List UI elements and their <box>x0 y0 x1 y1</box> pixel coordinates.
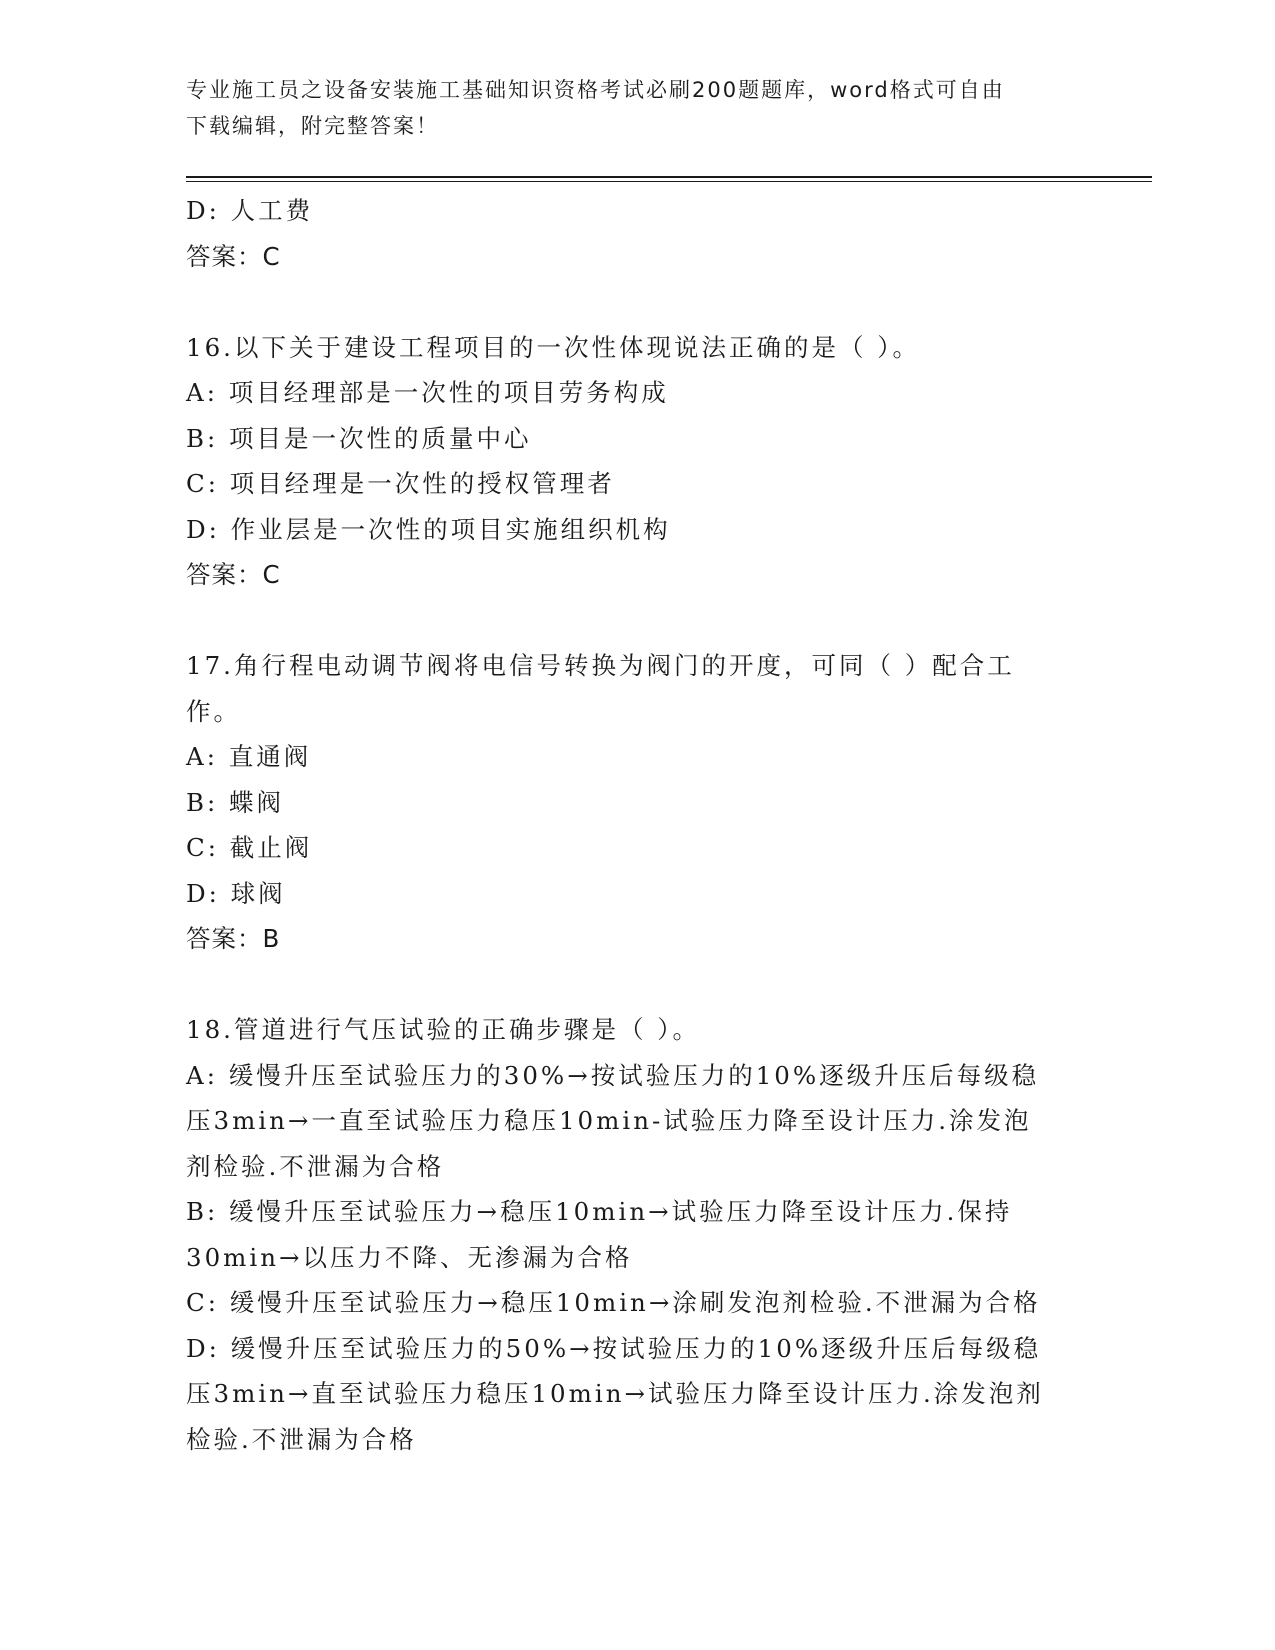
document-header <box>186 72 1066 144</box>
question-16 <box>186 325 1086 598</box>
spacer <box>186 598 1086 644</box>
header-line-2: 下载编辑，附完整答案！ <box>186 114 439 138</box>
option-d: D: 球阀 <box>186 878 286 908</box>
header-line-1: 专业施工员之设备安装施工基础知识资格考试必刷200题题库，word格式可自由 <box>186 78 1005 102</box>
spacer <box>186 962 1086 1008</box>
spacer <box>186 279 1086 325</box>
option-c: C: 截止阀 <box>186 833 313 862</box>
question-text: 作。 <box>186 696 241 726</box>
question-18 <box>186 1007 1086 1462</box>
document-body <box>186 188 1086 1462</box>
question-text: 18.管道进行气压试验的正确步骤是（ ）。 <box>186 1015 700 1044</box>
option-a: A: 直通阀 <box>186 742 312 771</box>
option-d: 压3min→直至试验压力稳压10min→试验压力降至设计压力.涂发泡剂 <box>186 1379 1044 1408</box>
option-c: C: 项目经理是一次性的授权管理者 <box>186 469 615 498</box>
option-b: B: 项目是一次性的质量中心 <box>186 423 532 453</box>
option-b: B: 缓慢升压至试验压力→稳压10min→试验压力降至设计压力.保持 <box>186 1197 1013 1226</box>
option-a: 剂检验.不泄漏为合格 <box>186 1151 445 1181</box>
option-d: D: 作业层是一次性的项目实施组织机构 <box>186 514 671 544</box>
option-a: 压3min→一直至试验压力稳压10min-试验压力降至设计压力.涂发泡 <box>186 1106 1032 1135</box>
question-text: 16.以下关于建设工程项目的一次性体现说法正确的是（ ）。 <box>186 332 920 362</box>
answer: 答案：B <box>186 924 281 953</box>
option-d: D: 缓慢升压至试验压力的50%→按试验压力的10%逐级升压后每级稳 <box>186 1333 1042 1363</box>
option-c: C: 缓慢升压至试验压力→稳压10min→涂刷发泡剂检验.不泄漏为合格 <box>186 1288 1041 1317</box>
option-b: 30min→以压力不降、无渗漏为合格 <box>186 1242 633 1272</box>
option-a: A: 项目经理部是一次性的项目劳务构成 <box>186 378 669 407</box>
answer: 答案：C <box>186 560 281 589</box>
option-d: 检验.不泄漏为合格 <box>186 1424 417 1454</box>
option-b: B: 蝶阀 <box>186 787 285 817</box>
header-divider-thin <box>186 181 1152 182</box>
question-text: 17.角行程电动调节阀将电信号转换为阀门的开度，可同（ ）配合工 <box>186 651 1015 680</box>
header-divider-thick <box>186 176 1152 178</box>
question-17 <box>186 643 1086 962</box>
option-a: A: 缓慢升压至试验压力的30%→按试验压力的10%逐级升压后每级稳 <box>186 1060 1040 1090</box>
option-d: D: 人工费 <box>186 196 314 225</box>
answer: 答案：C <box>186 241 281 271</box>
